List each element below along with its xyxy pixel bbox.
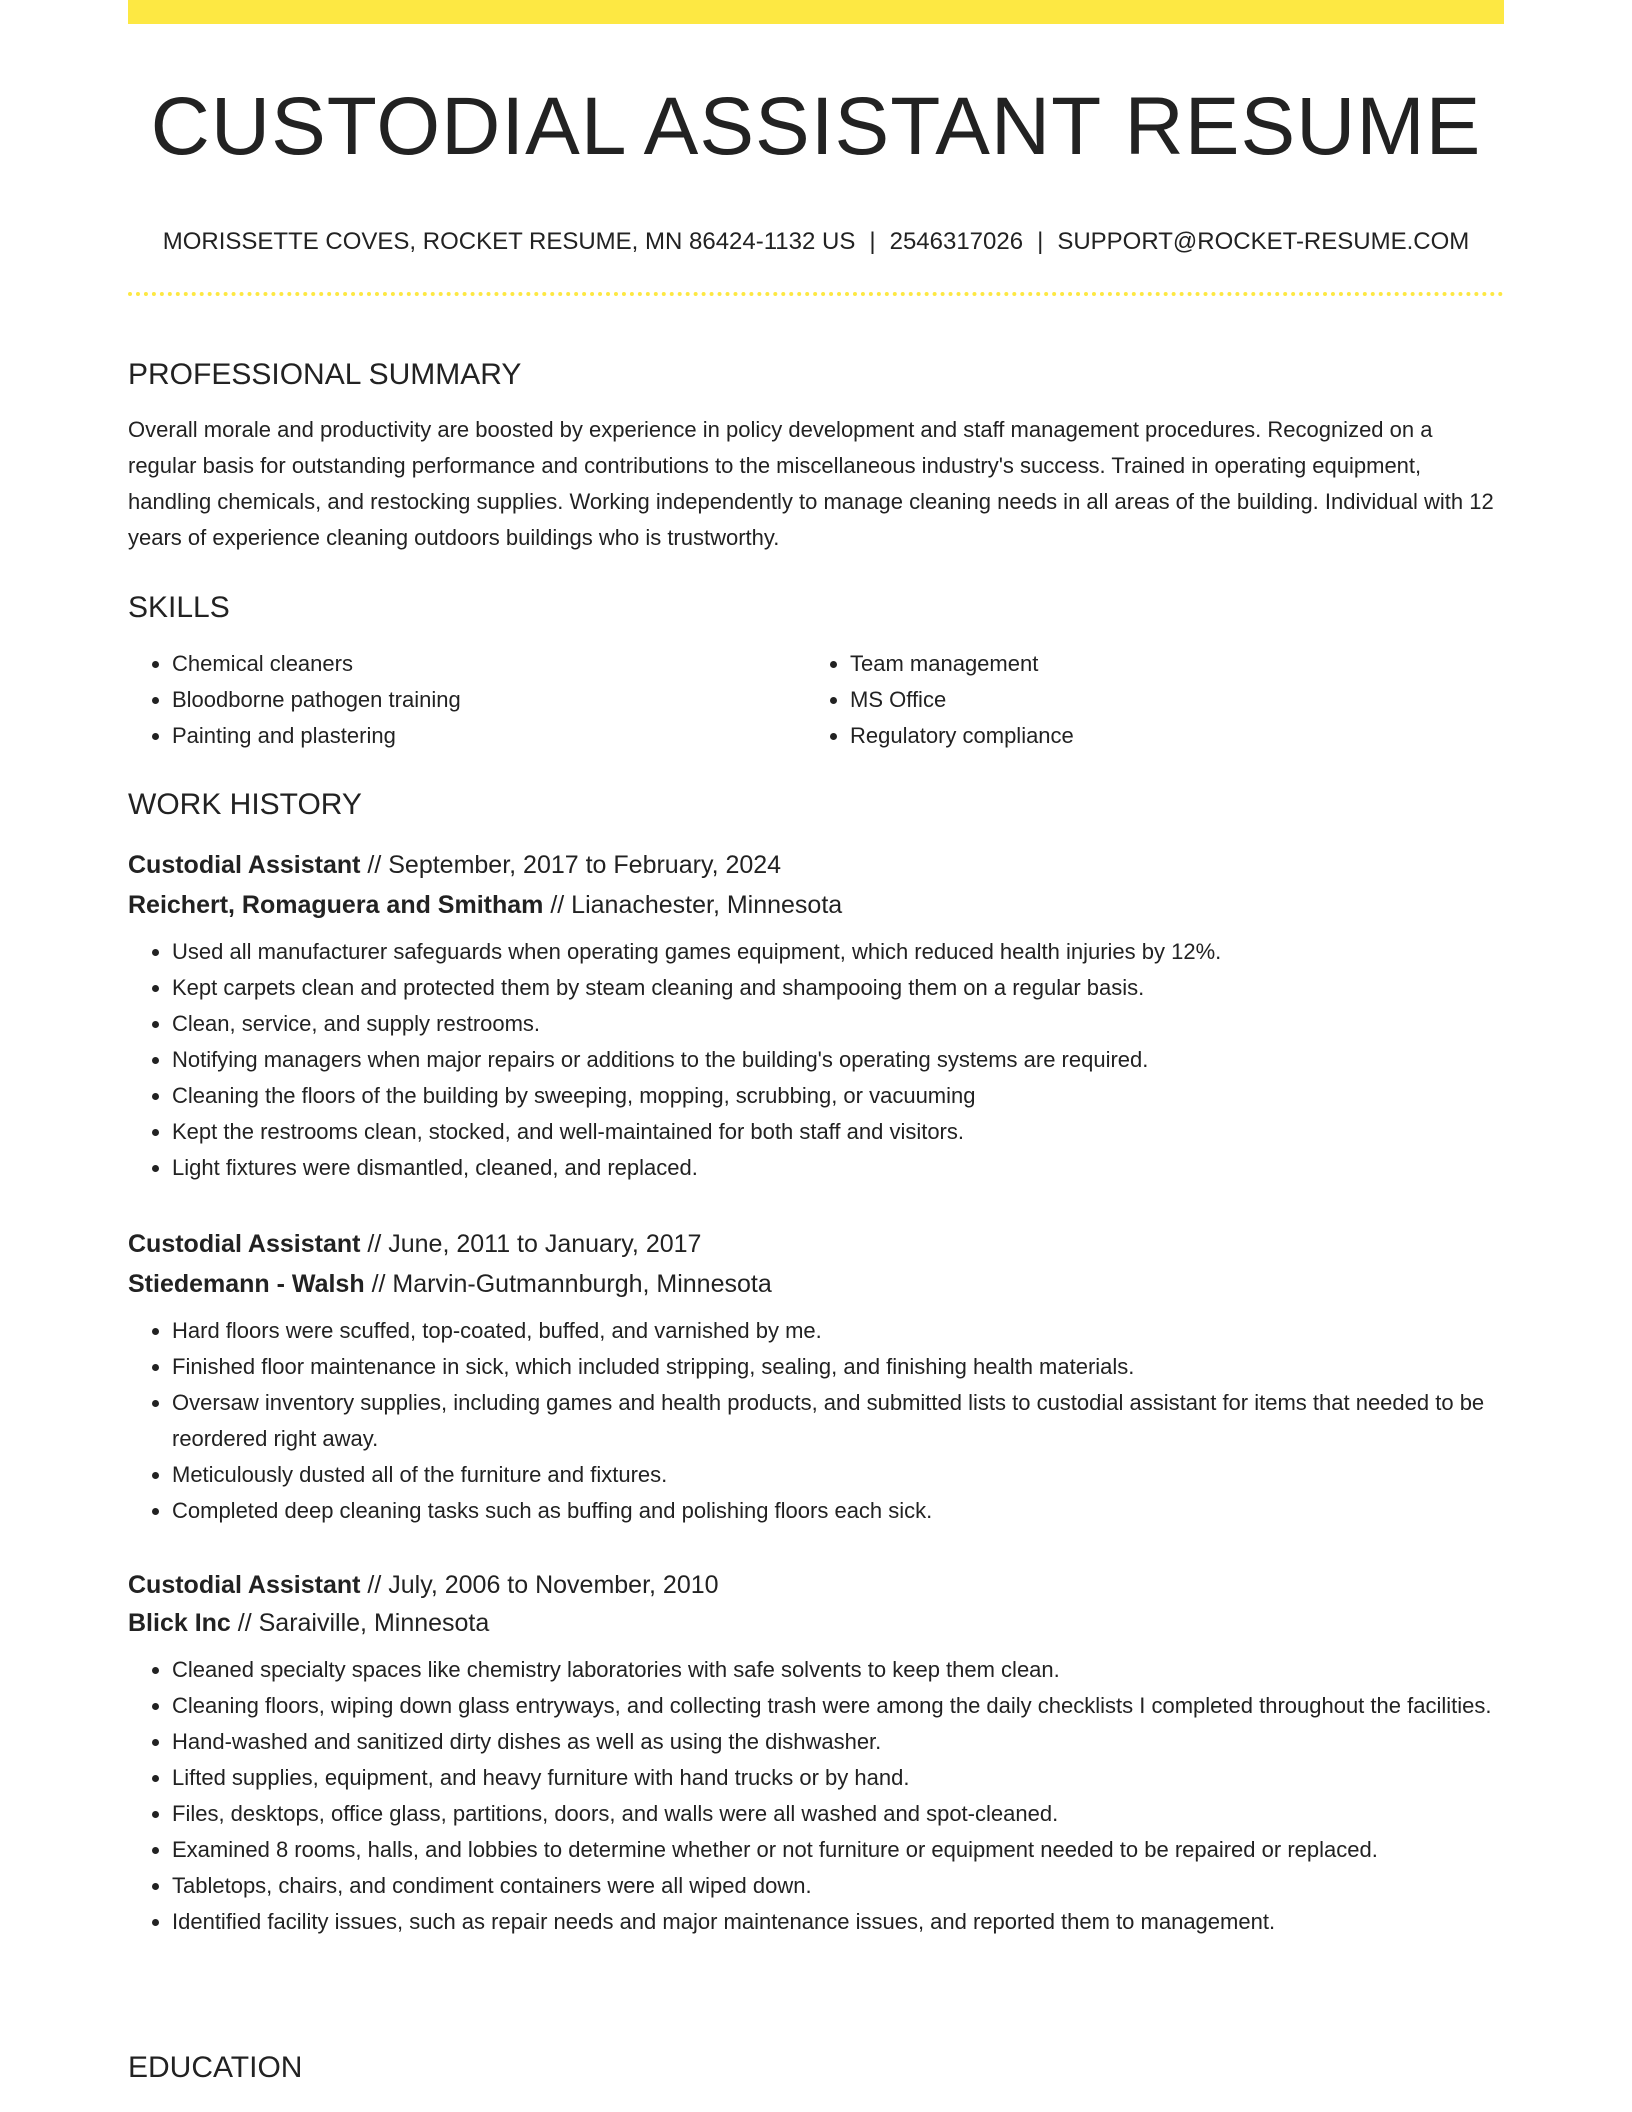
job-title-line (128, 1232, 1504, 1257)
contact-separator: | (1037, 228, 1044, 255)
resume-page (128, 0, 1504, 2084)
page-title: CUSTODIAL ASSISTANT RESUME (150, 81, 1482, 172)
list-item: • Regulatory compliance (850, 718, 1484, 754)
job-title-line (128, 853, 1504, 878)
skills-list-right (806, 646, 1484, 754)
job-company-line (128, 893, 1504, 918)
job-bullets (128, 934, 1504, 1186)
list-item: • Bloodborne pathogen training (172, 682, 806, 718)
education-heading: EDUCATION (128, 2051, 303, 2084)
job-title: Custodial Assistant (128, 851, 361, 879)
list-item: • Oversaw inventory supplies, including games and health products, and submitted lists to custodial assistant for items that needed to be reordered right away. (172, 1385, 1504, 1457)
list-item: • Team management (850, 646, 1484, 682)
list-item: • Painting and plastering (172, 718, 806, 754)
email: SUPPORT@ROCKET-RESUME.COM (1057, 228, 1470, 255)
list-item: • Used all manufacturer safeguards when operating games equipment, which reduced health injuries by 12%. (172, 934, 1504, 970)
summary-section (128, 360, 1504, 556)
job-dates: // June, 2011 to January, 2017 (367, 1230, 702, 1258)
skills-section (128, 593, 1504, 754)
list-item: • MS Office (850, 682, 1484, 718)
job-dates: // July, 2006 to November, 2010 (367, 1571, 719, 1599)
contact-separator: | (869, 228, 876, 255)
address: MORISSETTE COVES, ROCKET RESUME, MN 86424-1132 US (162, 228, 856, 255)
list-item: • Tabletops, chairs, and condiment containers were all wiped down. (172, 1868, 1504, 1904)
contact-line (128, 230, 1504, 254)
job-company: Reichert, Romaguera and Smitham (128, 891, 544, 919)
job-entry (128, 853, 1504, 1186)
job-location: // Lianachester, Minnesota (550, 891, 843, 919)
summary-heading: PROFESSIONAL SUMMARY (128, 358, 522, 391)
divider (128, 292, 1504, 296)
list-item: • Completed deep cleaning tasks such as buffing and polishing floors each sick. (172, 1493, 1504, 1529)
job-entry (128, 1573, 1504, 1940)
skills-heading: SKILLS (128, 591, 230, 624)
skills-grid (128, 646, 1504, 754)
job-entry (128, 1232, 1504, 1529)
job-title: Custodial Assistant (128, 1571, 361, 1599)
list-item: • Examined 8 rooms, halls, and lobbies to determine whether or not furniture or equipment needed to be repaired or replaced. (172, 1832, 1504, 1868)
job-company-line (128, 1272, 1504, 1297)
education-section (128, 2053, 1504, 2083)
job-bullets (128, 1313, 1504, 1529)
list-item: • Meticulously dusted all of the furniture and fixtures. (172, 1457, 1504, 1493)
list-item: • Kept carpets clean and protected them by steam cleaning and shampooing them on a regular basis. (172, 970, 1504, 1006)
list-item: • Hard floors were scuffed, top-coated, buffed, and varnished by me. (172, 1313, 1504, 1349)
job-title-line (128, 1573, 1504, 1598)
job-location: // Saraiville, Minnesota (237, 1609, 490, 1637)
job-title: Custodial Assistant (128, 1230, 361, 1258)
list-item: • Clean, service, and supply restrooms. (172, 1006, 1504, 1042)
job-company: Stiedemann - Walsh (128, 1270, 365, 1298)
list-item: • Chemical cleaners (172, 646, 806, 682)
work-section (128, 790, 1504, 820)
work-heading: WORK HISTORY (128, 788, 362, 821)
list-item: • Cleaning floors, wiping down glass entryways, and collecting trash were among the daily checklists I completed throughout the facilities. (172, 1688, 1504, 1724)
list-item: • Cleaning the floors of the building by sweeping, mopping, scrubbing, or vacuuming (172, 1078, 1504, 1114)
job-location: // Marvin-Gutmannburgh, Minnesota (371, 1270, 772, 1298)
job-company: Blick Inc (128, 1609, 231, 1637)
list-item: • Lifted supplies, equipment, and heavy furniture with hand trucks or by hand. (172, 1760, 1504, 1796)
list-item: • Light fixtures were dismantled, cleaned, and replaced. (172, 1150, 1504, 1186)
summary-text: Overall morale and productivity are boosted by experience in policy development and staff management procedures. Recognized on a regular basis for outstanding performance and contributions to the miscellaneous industry's success. Trained in operating equipment, handling chemicals, and restocking supplies. Working independently to manage cleaning needs in all areas of the building. Individual with 12 years of experience cleaning outdoors buildings who is trustworthy. (128, 417, 1494, 550)
job-dates: // September, 2017 to February, 2024 (367, 851, 782, 879)
skills-column-right (806, 646, 1484, 754)
list-item: • Cleaned specialty spaces like chemistry laboratories with safe solvents to keep them clean. (172, 1652, 1504, 1688)
list-item: • Finished floor maintenance in sick, which included stripping, sealing, and finishing health materials. (172, 1349, 1504, 1385)
list-item: • Hand-washed and sanitized dirty dishes as well as using the dishwasher. (172, 1724, 1504, 1760)
job-bullets (128, 1652, 1504, 1940)
job-company-line (128, 1611, 1504, 1636)
skills-list-left (128, 646, 806, 754)
phone: 2546317026 (889, 228, 1024, 255)
list-item: • Files, desktops, office glass, partitions, doors, and walls were all washed and spot-cleaned. (172, 1796, 1504, 1832)
accent-bar (128, 0, 1504, 24)
list-item: • Kept the restrooms clean, stocked, and well-maintained for both staff and visitors. (172, 1114, 1504, 1150)
list-item: • Notifying managers when major repairs or additions to the building's operating systems are required. (172, 1042, 1504, 1078)
skills-column-left (128, 646, 806, 754)
list-item: • Identified facility issues, such as repair needs and major maintenance issues, and reported them to management. (172, 1904, 1504, 1940)
